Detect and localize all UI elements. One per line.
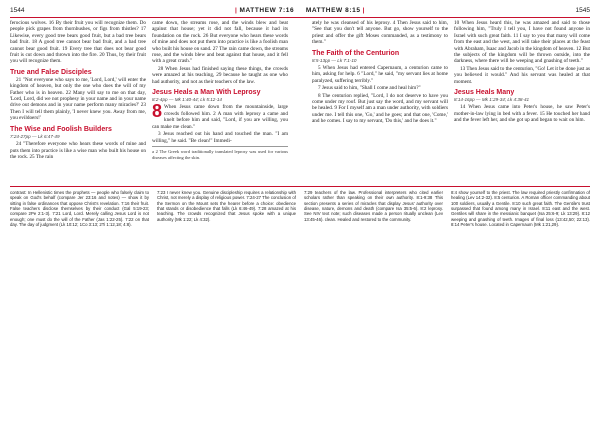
right-page-chapter	[306, 7, 367, 14]
study-note: 7:23 I never knew you. Genuine discipleship requires a relationship with Christ, not merely a display of religious power. 7:24-27 The conclusion of the Sermon on the Mount sets the hearer before a choice: obedience that stands or disobedience that falls (Lk 6:46-49). 7:28 amazed at his teaching. The crowds recognized that Jesus spoke with a unique authority (Mk 1:22; Lk 4:32).	[157, 190, 296, 222]
study-notes-section	[10, 186, 590, 440]
paragraph: 5 When Jesus had entered Capernaum, a centurion came to him, asking for help. 6 "Lord," he said, "my servant lies at home paralyzed, suffering terribly."	[312, 65, 448, 84]
left-chapter-label: MATTHEW 7:16	[239, 6, 295, 14]
parallel-reference: 8:5-13pp — Lk 7:1-10	[312, 57, 357, 63]
paragraph: 10 When Jesus heard this, he was amazed and said to those following him, "Truly I tell you, I have not found anyone in Israel with such great faith. 11 I say to you that many will come from the east and the west, and will take their places at the feast with Abraham, Isaac and Jacob in the kingdom of heaven. 12 But the subjects of the kingdom will be thrown outside, into the darkness, where there will be weeping and gnashing of teeth."	[454, 20, 590, 65]
parallel-reference: 8:14-16pp — Mk 1:29-34; Lk 4:38-41	[454, 97, 530, 103]
parallel-reference: 7:24-27pp — Lk 6:47-49	[10, 133, 60, 139]
chapter-opening-text: When Jesus came down from the mountainside, large crowds followed him. 2 A man with leprosy a came and knelt before him and said, "Lord, if you are willing, you can make me clean."	[152, 104, 288, 130]
text-column-2	[152, 20, 288, 184]
paragraph: 13 Then Jesus said to the centurion, "Go! Let it be done just as you believed it would." And his servant was healed at that moment.	[454, 65, 590, 85]
right-chapter-label: MATTHEW 8:15	[305, 6, 361, 14]
text-column-4	[454, 20, 590, 184]
section-heading: The Faith of the Centurion	[312, 49, 400, 57]
right-page-header	[306, 7, 590, 14]
study-notes-text	[10, 190, 590, 440]
chapter-opening-paragraph	[152, 101, 288, 130]
chapter-number-dropcap: 8	[152, 101, 163, 122]
left-page-number: 1544	[10, 6, 25, 14]
parallel-reference: 8:2-4pp — Mk 1:40-44; Lk 5:12-14	[152, 97, 222, 103]
header-divider-icon: |	[362, 6, 365, 14]
text-column-1	[10, 20, 146, 184]
text-column-3	[312, 20, 448, 184]
page-header	[10, 4, 590, 16]
left-page-chapter	[233, 7, 294, 14]
paragraph: ately he was cleansed of his leprosy. 4 Then Jesus said to him, "See that you don't tell anyone. But go, show yourself to the priest and offer the gift Moses commanded, as a testimony to them."	[312, 20, 448, 46]
paragraph: came down, the streams rose, and the winds blew and beat against that house; yet it did not fall, because it had its foundation on the rock. 26 But everyone who hears these words of mine and does not put them into practice is like a foolish man who built his house on sand. 27 The rain came down, the streams rose, and the winds blew and beat against that house, and it fell with a great crash."	[152, 20, 288, 65]
section-heading: Jesus Heals Many	[454, 89, 515, 97]
paragraph: 24 "Therefore everyone who hears these words of mine and puts them into practice is like a wise man who built his house on the rock. 25 The rain	[10, 141, 146, 160]
paragraph: ferocious wolves. 16 By their fruit you will recognize them. Do people pick grapes from thornbushes, or figs from thistles? 17 Likewise, every good tree bears good fruit, but a bad tree bears bad fruit. 18 A good tree cannot bear bad fruit, and a bad tree cannot bear good fruit. 19 Every tree that does not bear good fruit is cut down and thrown into the fire. 20 Thus, by their fruit you will recognize them.	[10, 20, 146, 65]
section-heading: The Wise and Foolish Builders	[10, 125, 112, 133]
study-note: 7:29 teachers of the law. Professional interpreters who cited earlier scholars rather than speaking on their own authority. 8:1-9:38 This section presents a series of miracles that display Jesus' authority over disease, nature, demons and death (compare Isa 35:5-6). 8:2 leprosy. See NIV text note; such diseases made a person ritually unclean (Lev 13:45-46). clean. Healed and restored to the community.	[304, 190, 443, 222]
footnote: a 2 The Greek word traditionally translated leprosy was used for various diseases affecting the skin.	[152, 146, 288, 160]
paragraph: 3 Jesus reached out his hand and touched the man. "I am willing," he said. "Be clean!" Immedi-	[152, 131, 288, 144]
study-note: 8:4 show yourself to the priest. The law required priestly confirmation of healing (Lev 14:2-32). 8:5 centurion. A Roman officer commanding about 100 soldiers, usually a Gentile. 8:10 such great faith. The Gentile's trust surpassed that found among many in Israel. 8:11 east and the west. Gentiles will share in the messianic banquet (Isa 25:6-9; Lk 13:29). 8:12 weeping and gnashing of teeth. Images of final loss (13:42,50; 22:13). 8:14 Peter's house. Located in Capernaum (Mk 1:21,29).	[451, 190, 590, 228]
left-page-header	[10, 7, 294, 14]
header-divider-icon: |	[235, 6, 238, 14]
section-heading: True and False Disciples	[10, 68, 92, 76]
paragraph: 14 When Jesus came into Peter's house, he saw Peter's mother-in-law lying in bed with a fever. 15 He touched her hand and the fever left her, and she got up and began to wait on him.	[454, 104, 590, 124]
paragraph: 21 "Not everyone who says to me, 'Lord, Lord,' will enter the kingdom of heaven, but only the one who does the will of my Father who is in heaven. 22 Many will say to me on that day, 'Lord, Lord, did we not prophesy in your name and in your name drive out demons and in your name perform many miracles?' 23 Then I will tell them plainly, 'I never knew you. Away from me, you evildoers!'	[10, 76, 146, 122]
header-rule	[10, 17, 590, 18]
paragraph: 28 When Jesus had finished saying these things, the crowds were amazed at his teaching, 29 because he taught as one who had authority, and not as their teachers of the law.	[152, 65, 288, 85]
right-page-number: 1545	[575, 6, 590, 14]
study-note: contrast: In Hellenistic times the prophets — people who falsely claim to speak on God's behalf (compare Jer 23:16 and notes) — show it by sitting in false ordinances that oppose Christ's revelation. 7:16 their fruit. False teachers disclose themselves by their conduct (Gal 5:19-23; compare 2Pe 2:1-3). 7:21 Lord, Lord. Merely calling Jesus Lord is not enough; one must do the will of the Father (Jas 1:22-25). 7:22 on that day. The day of judgment (Lk 10:12; 1Co 3:13; 2Ti 1:12,18; 4:8).	[10, 190, 149, 228]
section-heading: Jesus Heals a Man With Leprosy	[152, 89, 261, 97]
paragraph: 7 Jesus said to him, "Shall I come and heal him?"	[318, 85, 421, 92]
paragraph: 8 The centurion replied, "Lord, I do not deserve to have you come under my roof. But just say the word, and my servant will be healed. 9 For I myself am a man under authority, with soldiers under me. I tell this one, 'Go,' and he goes; and that one, 'Come,' and he comes. I say to my servant, 'Do this,' and he does it."	[312, 92, 448, 125]
